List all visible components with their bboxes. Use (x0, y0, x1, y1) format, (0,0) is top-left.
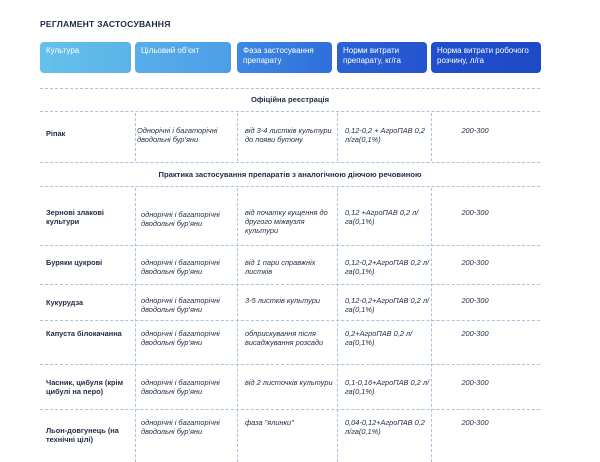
row-phase: фаза "ялинки" (245, 418, 294, 427)
divider (40, 88, 540, 89)
row-crop: Буряки цукрові (46, 258, 103, 267)
divider (40, 111, 540, 112)
column-divider (337, 113, 338, 161)
column-divider (431, 188, 432, 462)
row-crop: Льон-довгунець (на технічні цілі) (46, 426, 119, 445)
header-phase: Фаза застосування препарату (237, 42, 332, 73)
row-target: однорічні і багаторічні дводольні бур'яни (141, 258, 220, 277)
column-divider (135, 113, 136, 161)
row-solution: 200-300 (461, 329, 489, 338)
column-divider (237, 188, 238, 462)
row-norm: 0,12 +АгроПАВ 0,2 л/га(0,1%) (345, 208, 419, 227)
row-phase: 3-5 листків культури (245, 296, 320, 305)
row-solution: 200-300 (461, 208, 489, 217)
row-crop: Ріпак (46, 129, 66, 138)
row-norm: 0,04-0,12+АгроПАВ 0,2 л/га(0,1%) (345, 418, 425, 437)
row-target: однорічні і багаторічні дводольні бур'яни (141, 296, 220, 315)
row-norm: 0,2+АгроПАВ 0,2 л/га(0,1%) (345, 329, 413, 348)
row-solution: 200-300 (461, 378, 489, 387)
header-solution: Норма витрати робочого розчину, л/га (431, 42, 541, 73)
divider (40, 186, 540, 187)
row-solution: 200-300 (461, 418, 489, 427)
row-target: однорічні і багаторічні дводольні бур'яни (141, 418, 220, 437)
row-target: Однорічні і багаторічні дводольні бур'яни (137, 126, 218, 145)
row-phase: від початку кущення до другого міжвузля культури (245, 208, 328, 236)
row-solution: 200-300 (461, 296, 489, 305)
row-phase: від 3-4 листків культури до появи бутону (245, 126, 332, 145)
header-crop: Культура (40, 42, 131, 73)
row-crop: Капуста білокачанна (46, 329, 122, 338)
row-target: однорічні і багаторічні дводольні бур'яни (141, 329, 220, 348)
section-practice: Практика застосування препаратів з аналогічною діючою речовиною (158, 170, 422, 179)
header-norm: Норми витрати препарату, кг/га (337, 42, 427, 73)
divider (40, 245, 540, 246)
row-norm: 0,1-0,16+АгроПАВ 0,2 л/га(0,1%) (345, 378, 430, 397)
row-norm: 0,12-0,2+АгроПАВ 0,2 л/га(0,1%) (345, 296, 430, 315)
row-solution: 200-300 (461, 126, 489, 135)
divider (40, 409, 540, 410)
divider (40, 162, 540, 163)
page-title: РЕГЛАМЕНТ ЗАСТОСУВАННЯ (40, 19, 171, 29)
column-divider (337, 188, 338, 462)
column-divider (431, 113, 432, 161)
header-target: Цільовий об'єкт (135, 42, 231, 73)
divider (40, 320, 540, 321)
row-norm: 0,12-0,2 + АгроПАВ 0,2 л/га(0,1%) (345, 126, 425, 145)
row-norm: 0,12-0,2+АгроПАВ 0,2 л/га(0,1%) (345, 258, 430, 277)
row-crop: Кукурудза (46, 298, 84, 307)
column-divider (135, 188, 136, 462)
row-crop: Часник, цибуля (крім цибулі на перо) (46, 378, 124, 397)
row-crop: Зернові злакові культури (46, 208, 104, 227)
row-phase: від 2 листочків культури (245, 378, 333, 387)
divider (40, 284, 540, 285)
row-target: однорічні і багаторічні дводольні бур'яни (141, 210, 220, 229)
row-target: однорічні і багаторічні дводольні бур'яни (141, 378, 220, 397)
column-divider (237, 113, 238, 161)
row-phase: від 1 пари справжніх листків (245, 258, 316, 277)
section-official: Офіційна реєстрація (250, 95, 330, 104)
row-phase: обприскування після висаджування розсади (245, 329, 324, 348)
row-solution: 200-300 (461, 258, 489, 267)
divider (40, 364, 540, 365)
